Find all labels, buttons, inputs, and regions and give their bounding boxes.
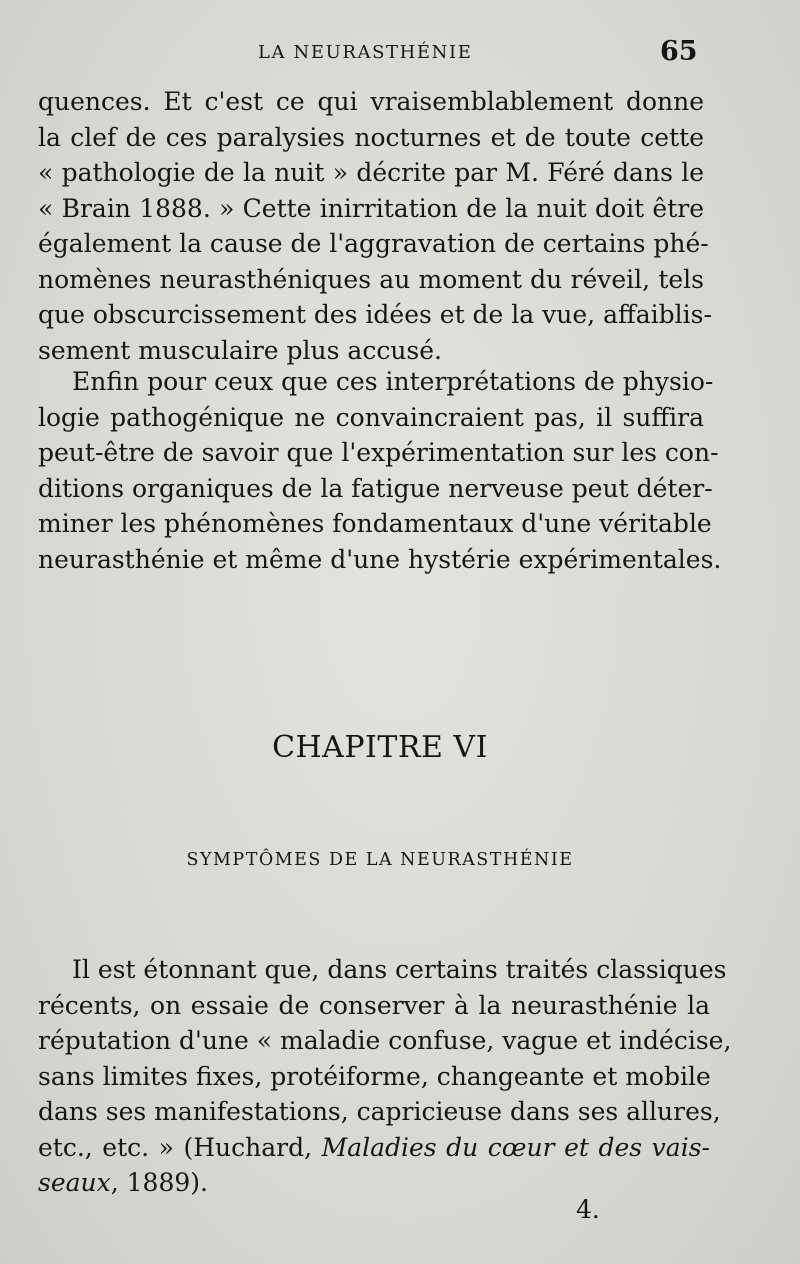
text-line-citation-end bbox=[38, 1165, 710, 1201]
text-line: quences. Et c'est ce qui vraisemblablement donne bbox=[38, 87, 704, 116]
text-line: « pathologie de la nuit » décrite par M. Féré dans le bbox=[38, 158, 704, 187]
text-line: récents, on essaie de conserver à la neurasthénie la bbox=[38, 990, 710, 1020]
text-line: peut-être de savoir que l'expérimentation sur les con- bbox=[38, 438, 719, 467]
chapter-title: CHAPITRE VI bbox=[272, 730, 488, 765]
text-line: sement musculaire plus accusé. bbox=[38, 335, 443, 365]
running-title: LA NEURASTHÉNIE bbox=[258, 42, 473, 63]
text-line: sans limites fixes, protéiforme, changeante et mobile bbox=[38, 1061, 711, 1091]
text-line: miner les phénomènes fondamentaux d'une véritable bbox=[38, 509, 712, 538]
text-line: réputation d'une « maladie confuse, vague et indécise, bbox=[38, 1026, 732, 1055]
text-line: dans ses manifestations, capricieuse dans ses allures, bbox=[38, 1097, 721, 1126]
chapter-subtitle: SYMPTÔMES DE LA NEURASTHÉNIE bbox=[186, 850, 574, 870]
page-number: 65 bbox=[660, 36, 698, 67]
text-line: nomènes neurasthéniques au moment du réveil, tels bbox=[38, 264, 704, 294]
text-line: logie pathogénique ne convaincraient pas, il suffira bbox=[38, 402, 704, 432]
paragraph-1 bbox=[38, 84, 712, 368]
citation-year: , 1889). bbox=[110, 1168, 208, 1197]
page-header bbox=[0, 36, 800, 72]
paragraph-2 bbox=[38, 364, 722, 577]
text-line: que obscurcissement des idées et de la vue, affaiblis- bbox=[38, 300, 712, 329]
text-line: la clef de ces paralysies nocturnes et de toute cette bbox=[38, 122, 704, 152]
text-line: Il est étonnant que, dans certains traités classiques bbox=[72, 955, 727, 984]
text-line: « Brain 1888. » Cette inirritation de la nuit doit être bbox=[38, 193, 704, 223]
citation-text: etc., etc. » (Huchard, bbox=[38, 1132, 322, 1162]
citation-book-title-end: seaux bbox=[38, 1168, 111, 1197]
paragraph-3 bbox=[38, 952, 732, 1201]
text-line: Enfin pour ceux que ces interprétations de physio- bbox=[72, 367, 714, 396]
text-line: neurasthénie et même d'une hystérie expérimentales. bbox=[38, 544, 722, 574]
signature-mark: 4. bbox=[576, 1195, 600, 1224]
text-line: ditions organiques de la fatigue nerveuse peut déter- bbox=[38, 473, 713, 503]
text-line-citation bbox=[38, 1130, 710, 1166]
citation-book-title: Maladies du cœur et des vais- bbox=[321, 1132, 710, 1162]
text-line: également la cause de l'aggravation de certains phé- bbox=[38, 229, 709, 258]
